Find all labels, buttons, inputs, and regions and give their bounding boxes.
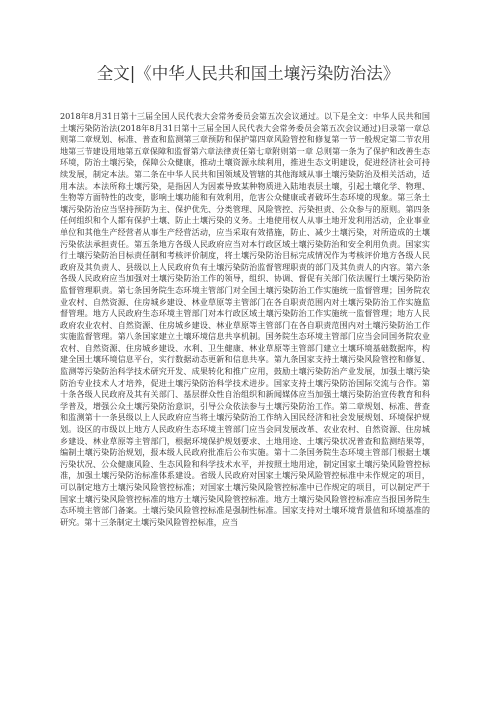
body-text: 2018年8月31日第十三届全国人民代表大会常务委员会第五次会议通过。以下是全文：中华人民共和国土壤污染防治法(2018年8月31日第十三届全国人民代表大会常务委员会第五次会议通过)目录第一章总则第二章规划、标准、普查和监测第三章预防和保护第四章风险管控和修复第一节一般规定第二节农用地第三节建设用地第五章保障和监督第六章法律责任第七章附则第一章 总则第一条为了保护和改善生态环境，防治土壤污染，保障公众健康，推动土壤资源永续利用，推进生态文明建设，促进经济社会可持续发展，制定本法。第二条在中华人民共和国领域及管辖的其他海域从事土壤污染防治及相关活动，适用本法。本法所称土壤污染，是指因人为因素导致某种物质进入陆地表层土壤，引起土壤化学、物理、生物等方面特性的改变，影响土壤功能和有效利用，危害公众健康或者破坏生态环境的现象。第三条土壤污染防治应当坚持预防为主、保护优先、分类管理、风险管控、污染担责、公众参与的原则。第四条任何组织和个人都有保护土壤、防止土壤污染的义务。土地使用权人从事土地开发利用活动，企业事业单位和其他生产经营者从事生产经营活动，应当采取有效措施，防止、减少土壤污染，对所造成的土壤污染依法承担责任。第五条地方各级人民政府应当对本行政区域土壤污染防治和安全利用负责。国家实行土壤污染防治目标责任制和考核评价制度，将土壤污染防治目标完成情况作为考核评价地方各级人民政府及其负责人、县级以上人民政府负有土壤污染防治监督管理职责的部门及其负责人的内容。第六条各级人民政府应当加强对土壤污染防治工作的领导，组织、协调、督促有关部门依法履行土壤污染防治监督管理职责。第七条国务院生态环境主管部门对全国土壤污染防治工作实施统一监督管理；国务院农业农村、自然资源、住房城乡建设、林业草原等主管部门在各自职责范围内对土壤污染防治工作实施监督管理。地方人民政府生态环境主管部门对本行政区域土壤污染防治工作实施统一监督管理；地方人民政府农业农村、自然资源、住房城乡建设、林业草原等主管部门在各自职责范围内对土壤污染防治工作实施监督管理。第八条国家建立土壤环境信息共享机制。国务院生态环境主管部门应当会同国务院农业农村、自然资源、住房城乡建设、水利、卫生健康、林业草原等主管部门建立土壤环境基础数据库，构建全国土壤环境信息平台，实行数据动态更新和信息共享。第九条国家支持土壤污染风险管控和修复、监测等污染防治科学技术研究开发、成果转化和推广应用，鼓励土壤污染防治产业发展，加强土壤污染防治专业技术人才培养，促进土壤污染防治科学技术进步。国家支持土壤污染防治国际交流与合作。第十条各级人民政府及其有关部门、基层群众性自治组织和新闻媒体应当加强土壤污染防治宣传教育和科学普及，增强公众土壤污染防治意识，引导公众依法参与土壤污染防治工作。第二章规划、标准、普查和监测第十一条县级以上人民政府应当将土壤污染防治工作纳入国民经济和社会发展规划、环境保护规划。设区的市级以上地方人民政府生态环境主管部门应当会同发展改革、农业农村、自然资源、住房城乡建设、林业草原等主管部门，根据环境保护规划要求、土地用途、土壤污染状况普查和监测结果等，编制土壤污染防治规划，报本级人民政府批准后公布实施。第十二条国务院生态环境主管部门根据土壤污染状况、公众健康风险、生态风险和科学技术水平，并按照土地用途，制定国家土壤污染风险管控标准，加强土壤污染防治标准体系建设。省级人民政府对国家土壤污染风险管控标准中未作规定的项目，可以制定地方土壤污染风险管控标准；对国家土壤污染风险管控标准中已作规定的项目，可以制定严于国家土壤污染风险管控标准的地方土壤污染风险管控标准。地方土壤污染风险管控标准应当报国务院生态环境主管部门备案。土壤污染风险管控标准是强制性标准。国家支持对土壤环境背景值和环境基准的研究。第十三条制定土壤污染风险管控标准，应当	[60, 111, 430, 527]
page-title: 全文|《中华人民共和国土壤污染防治法》	[96, 64, 400, 83]
